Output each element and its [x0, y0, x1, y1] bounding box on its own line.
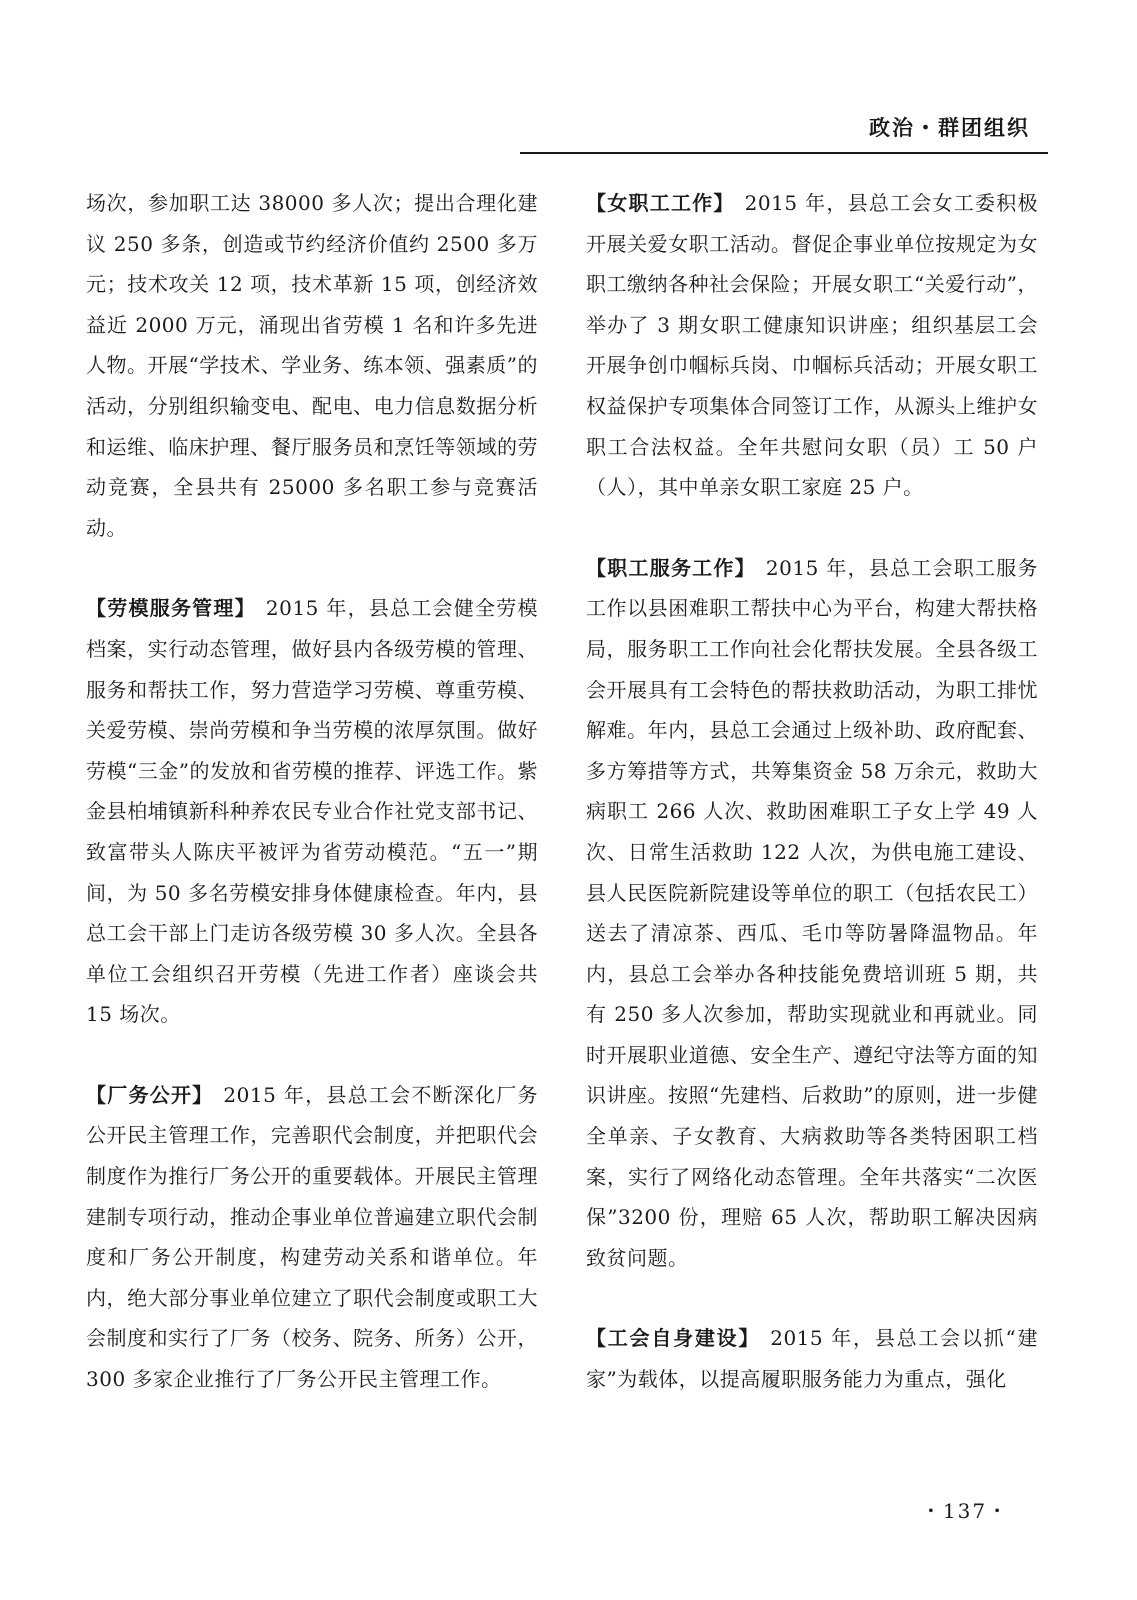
section-body: 2015 年，县总工会以抓“建家”为载体，以提高履职服务能力为重点，强化	[586, 1326, 1039, 1392]
continuation-text: 场次，参加职工达 38000 多人次；提出合理化建议 250 多条，创造或节约经济价值约 2500 多万元；技术攻关 12 项，技术革新 15 项，创经济效益近 2000 万元，涌现出省劳模 1 名和许多先进人物。开展“学技术、学业务、练本领、强素质”的活动，分别组织输变电、配电、电力信息数据分析和运维、临床护理、餐厅服务员和烹饪等领域的劳动竞赛，全县共有 25000 多名职工参与竞赛活动。	[86, 191, 538, 540]
continuation-paragraph	[86, 183, 538, 548]
section-labor-model-service	[86, 588, 538, 1035]
section-union-self-building	[586, 1318, 1038, 1399]
section-heading: 【厂务公开】	[86, 1082, 214, 1107]
section-heading: 【工会自身建设】	[586, 1326, 761, 1351]
running-header	[520, 112, 1048, 156]
section-factory-affairs-openness	[86, 1075, 538, 1400]
header-title: 政治・群团组织	[869, 116, 1030, 140]
section-body: 2015 年，县总工会健全劳模档案，实行动态管理，做好县内各级劳模的管理、服务和帮扶工作，努力营造学习劳模、尊重劳模、关爱劳模、崇尚劳模和争当劳模的浓厚氛围。做好劳模“三金”的发放和省劳模的推荐、评选工作。紫金县柏埔镇新科种养农民专业合作社党支部书记、致富带头人陈庆平被评为省劳动模范。“五一”期间，为 50 多名劳模安排身体健康检查。年内，县总工会干部上门走访各级劳模 30 多人次。全县各单位工会组织召开劳模（先进工作者）座谈会共 15 场次。	[86, 596, 538, 1027]
section-body: 2015 年，县总工会女工委积极开展关爱女职工活动。督促企事业单位按规定为女职工缴纳各种社会保险；开展女职工“关爱行动”，举办了 3 期女职工健康知识讲座；组织基层工会开展争创巾帼标兵岗、巾帼标兵活动；开展女职工权益保护专项集体合同签订工作，从源头上维护女职工合法权益。全年共慰问女职（员）工 50 户（人），其中单亲女职工家庭 25 户。	[586, 191, 1038, 500]
left-column	[86, 183, 538, 1400]
right-column	[586, 183, 1038, 1400]
section-body: 2015 年，县总工会不断深化厂务公开民主管理工作，完善职代会制度，并把职代会制度作为推行厂务公开的重要载体。开展民主管理建制专项行动，推动企事业单位普遍建立职代会制度和厂务公开制度，构建劳动关系和谐单位。年内，绝大部分事业单位建立了职代会制度或职工大会制度和实行了厂务（校务、院务、所务）公开，300 多家企业推行了厂务公开民主管理工作。	[86, 1082, 539, 1392]
page-number: ・137・	[920, 1499, 1010, 1523]
section-heading: 【女职工工作】	[586, 191, 735, 215]
section-worker-services	[586, 548, 1038, 1279]
header-rule	[520, 152, 1048, 154]
section-heading: 【职工服务工作】	[586, 555, 756, 580]
section-female-workers	[586, 183, 1038, 508]
section-body: 2015 年，县总工会职工服务工作以县困难职工帮扶中心为平台，构建大帮扶格局，服务职工工作向社会化帮扶发展。全县各级工会开展具有工会特色的帮扶救助活动，为职工排忧解难。年内，县总工会通过上级补助、政府配套、多方筹措等方式，共筹集资金 58 万余元，救助大病职工 266 人次、救助困难职工子女上学 49 人次、日常生活救助 122 人次，为供电施工建设、县人民医院新院建设等单位的职工（包括农民工）送去了清凉茶、西瓜、毛巾等防暑降温物品。年内，县总工会举办各种技能免费培训班 5 期，共有 250 多人次参加，帮助实现就业和再就业。同时开展职业道德、安全生产、遵纪守法等方面的知识讲座。按照“先建档、后救助”的原则，进一步健全单亲、子女教育、大病救助等各类特困职工档案，实行了网络化动态管理。全年共落实“二次医保”3200 份，理赔 65 人次，帮助职工解决因病致贫问题。	[586, 555, 1038, 1270]
section-heading: 【劳模服务管理】	[86, 596, 256, 621]
